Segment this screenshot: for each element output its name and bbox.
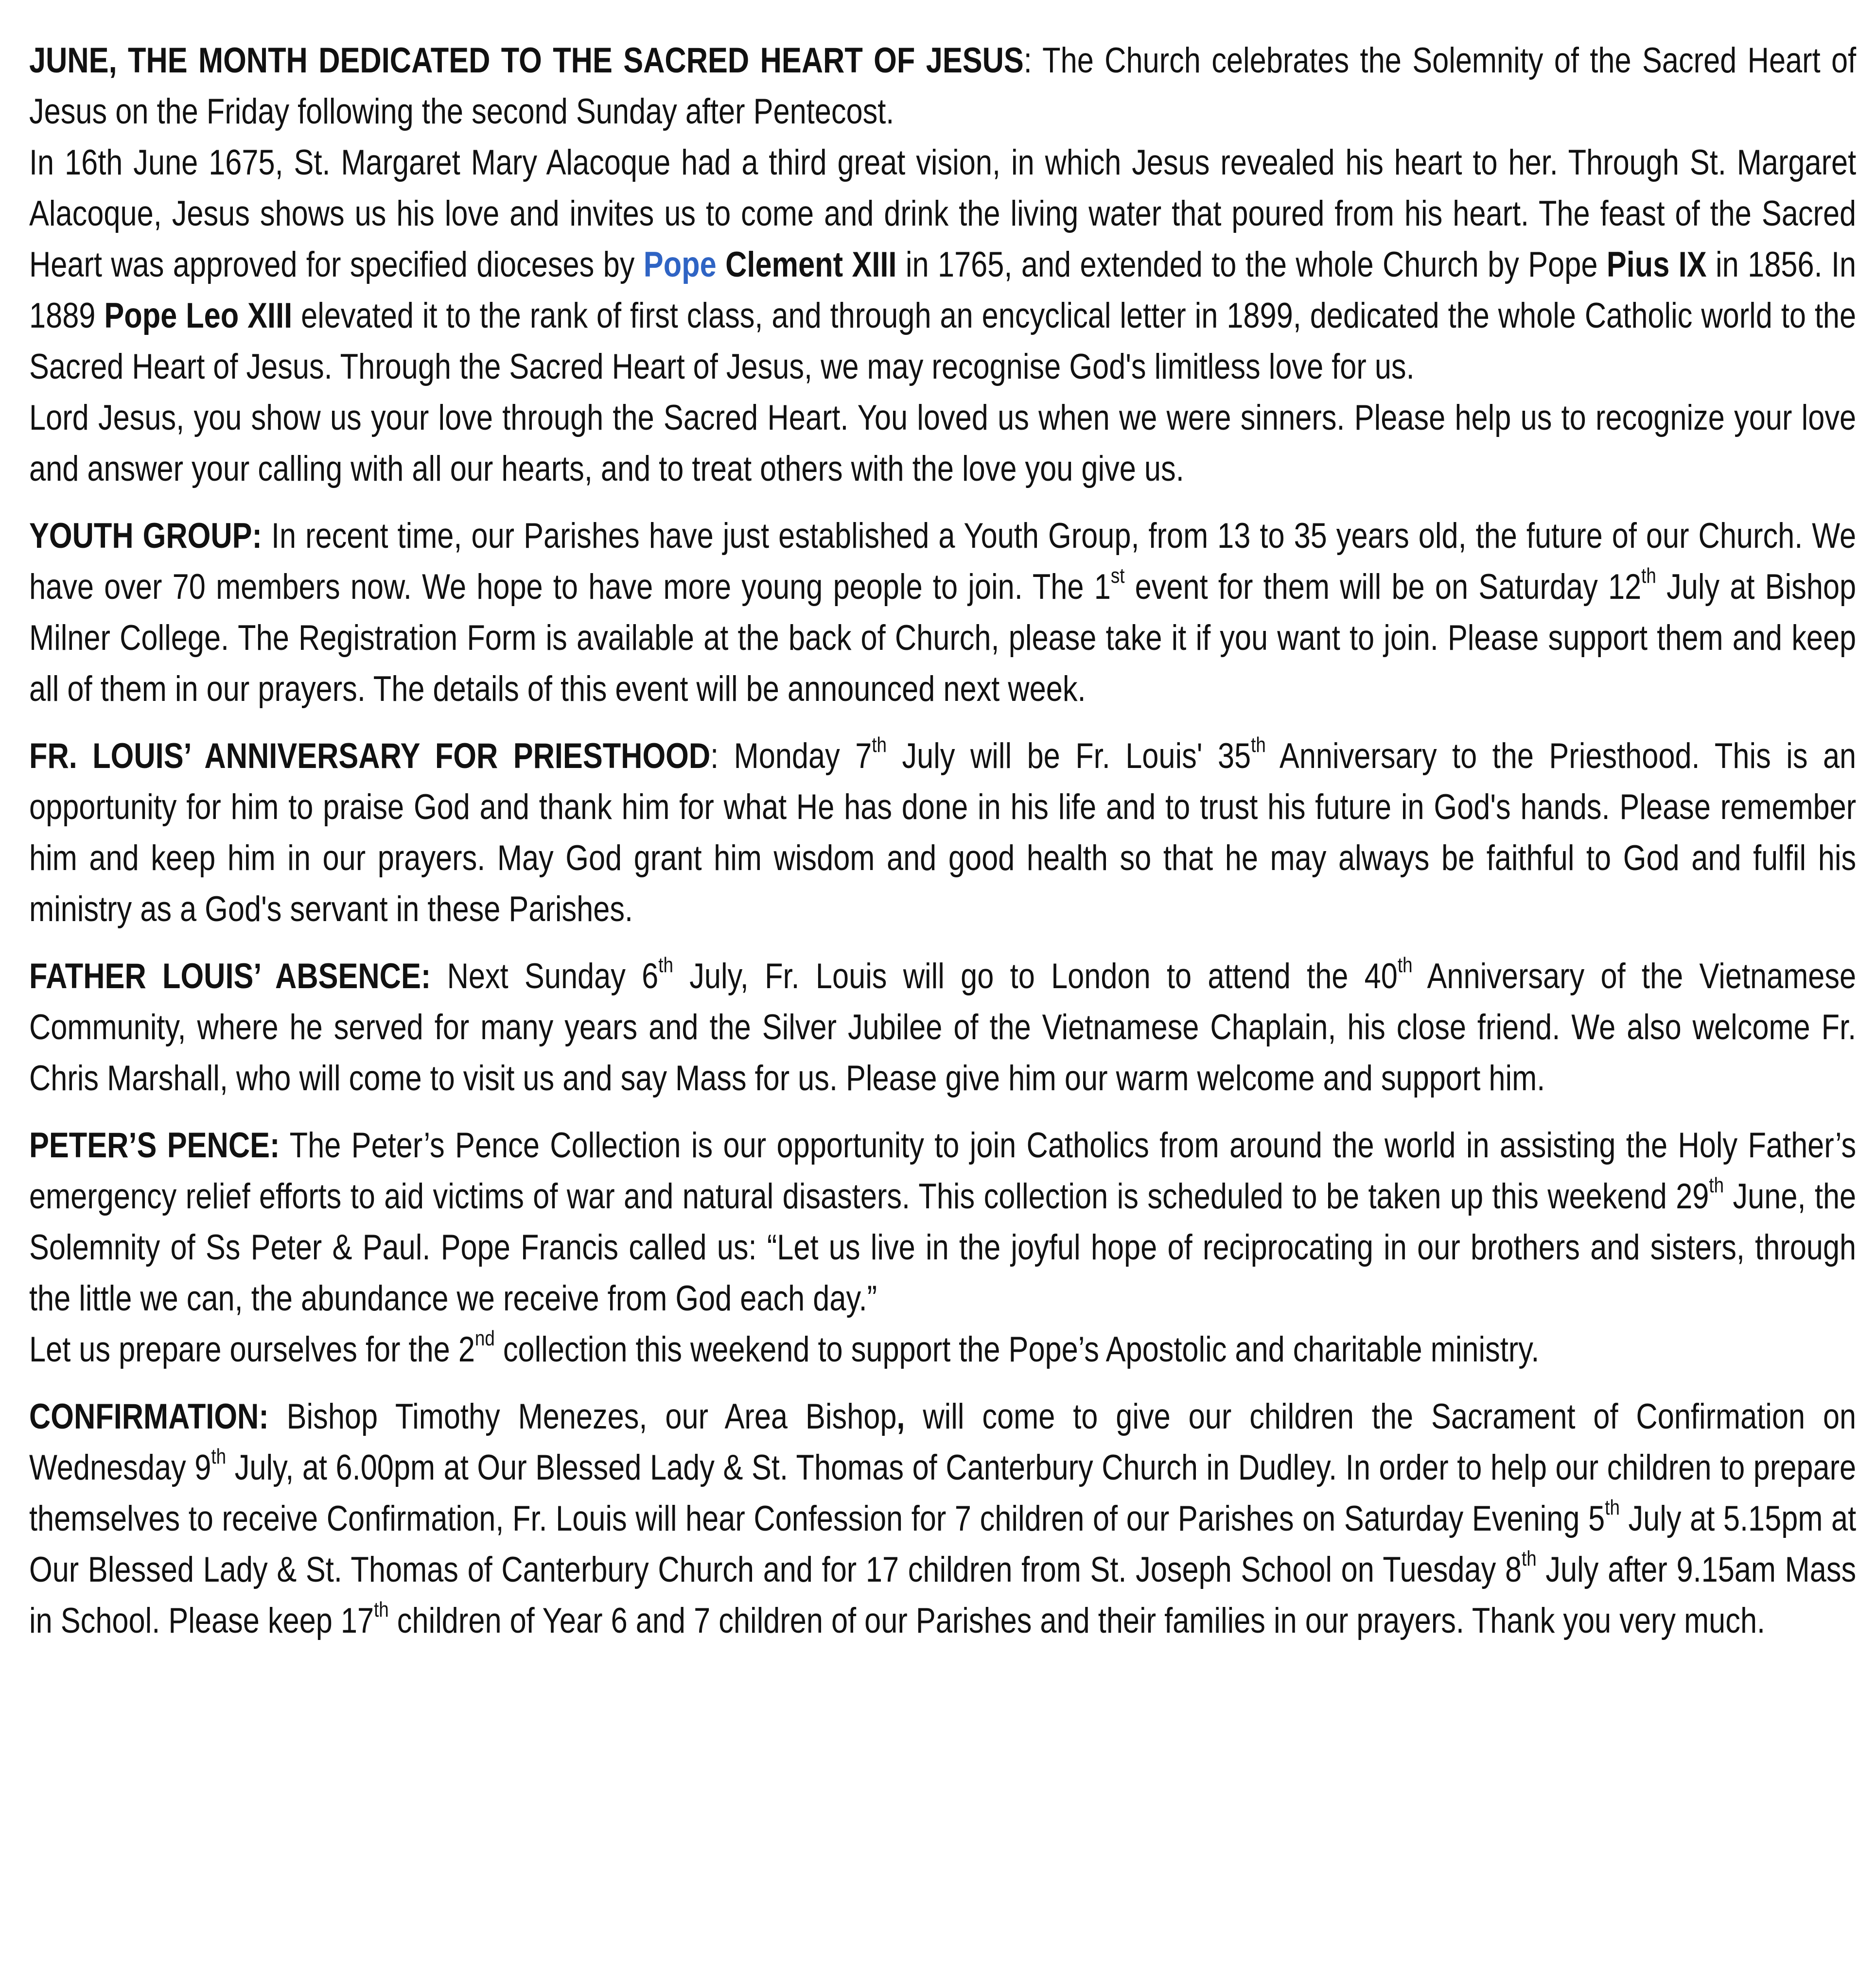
confirmation-heading: CONFIRMATION: [29,1397,269,1436]
absence-text: FATHER LOUIS’ ABSENCE: Next Sunday 6th July, Fr. Louis will go to London to attend the 40th Anniversary of the Vietnamese Community, where he served for many years and the Silver Jubilee of the Vietnamese Chaplain, his close friend. We also welcome Fr. Chris Marshall, who will come to visit us and say Mass for us. Please give him our warm welcome and support him. [29,953,1857,1098]
anniversary-heading: FR. LOUIS’ ANNIVERSARY FOR PRIESTHOOD [29,736,711,776]
pope-link[interactable]: Pope [643,245,717,284]
confirmation-text: CONFIRMATION: Bishop Timothy Menezes, our Area Bishop, will come to give our children the Sacrament of Confirmation on Wednesday 9th July, at 6.00pm at Our Blessed Lady & St. Thomas of Canterbury Church in Dudley. In order to help our children to prepare themselves to receive Confirmation, Fr. Louis will hear Confession for 7 children of our Parishes on Saturday Evening 5th July at 5.15pm at Our Blessed Lady & St. Thomas of Canterbury Church and for 17 children from St. Joseph School on Tuesday 8th July after 9.15am Mass in School. Please keep 17th children of Year 6 and 7 children of our Parishes and their families in our prayers. Thank you very much. [29,1397,1857,1640]
sacred-heart-intro: JUNE, THE MONTH DEDICATED TO THE SACRED HEART OF JESUS: The Church celebrates the Solemnity of the Sacred Heart of Jesus on the Friday following the second Sunday after Pentecost. [29,41,1857,131]
absence-heading: FATHER LOUIS’ ABSENCE: [29,957,431,996]
youth-group-heading: YOUTH GROUP: [29,516,262,556]
anniversary-text: FR. LOUIS’ ANNIVERSARY FOR PRIESTHOOD: Monday 7th July will be Fr. Louis' 35th Anniversary to the Priesthood. This is an opportunity for him to praise God and thank him for what He has done in his life and to trust his future in God's hands. Please remember him and keep him in our prayers. May God grant him wisdom and good health so that he may always be faithful to God and fulfil his ministry as a God's servant in these Parishes. [29,733,1857,929]
peters-pence-section [29,1120,1856,1375]
peters-pence-text: PETER’S PENCE: The Peter’s Pence Collection is our opportunity to join Catholics from around the world in assisting the Holy Father’s emergency relief efforts to aid victims of war and natural disasters. This collection is scheduled to be taken up this weekend 29th June, the Solemnity of Ss Peter & Paul. Pope Francis called us: “Let us live in the joyful hope of reciprocating in our brothers and sisters, through the little we can, the abundance we receive from God each day.” [29,1126,1857,1318]
anniversary-section [29,731,1856,935]
confirmation-section [29,1391,1856,1646]
sacred-heart-history: In 16th June 1675, St. Margaret Mary Alacoque had a third great vision, in which Jesus revealed his heart to her. Through St. Margaret Alacoque, Jesus shows us his love and invites us to come and drink the living water that poured from his heart. The feast of the Sacred Heart was approved for specified dioceses by Pope Clement XIII in 1765, and extended to the whole Church by Pope Pius IX in 1856. In 1889 Pope Leo XIII elevated it to the rank of first class, and through an encyclical letter in 1899, dedicated the whole Catholic world to the Sacred Heart of Jesus. Through the Sacred Heart of Jesus, we may recognise God's limitless love for us. [29,143,1857,386]
sacred-heart-heading: JUNE, THE MONTH DEDICATED TO THE SACRED HEART OF JESUS [29,41,1024,80]
youth-group-section [29,510,1856,715]
peters-pence-heading: PETER’S PENCE: [29,1126,280,1165]
youth-group-text: YOUTH GROUP: In recent time, our Parishes have just established a Youth Group, from 13 to 35 years old, the future of our Church. We have over 70 members now. We hope to have more young people to join. The 1st event for them will be on Saturday 12th July at Bishop Milner College. The Registration Form is available at the back of Church, please take it if you want to join. Please support them and keep all of them in our prayers. The details of this event will be announced next week. [29,516,1857,709]
sacred-heart-section [29,35,1856,494]
absence-section [29,951,1856,1104]
sacred-heart-prayer: Lord Jesus, you show us your love through the Sacred Heart. You loved us when we were sinners. Please help us to recognize your love and answer your calling with all our hearts, and to treat others with the love you give us. [29,398,1857,488]
newsletter-notices [29,35,1856,1662]
peters-pence-collection: Let us prepare ourselves for the 2nd collection this weekend to support the Pope’s Apostolic and charitable ministry. [29,1326,1540,1369]
